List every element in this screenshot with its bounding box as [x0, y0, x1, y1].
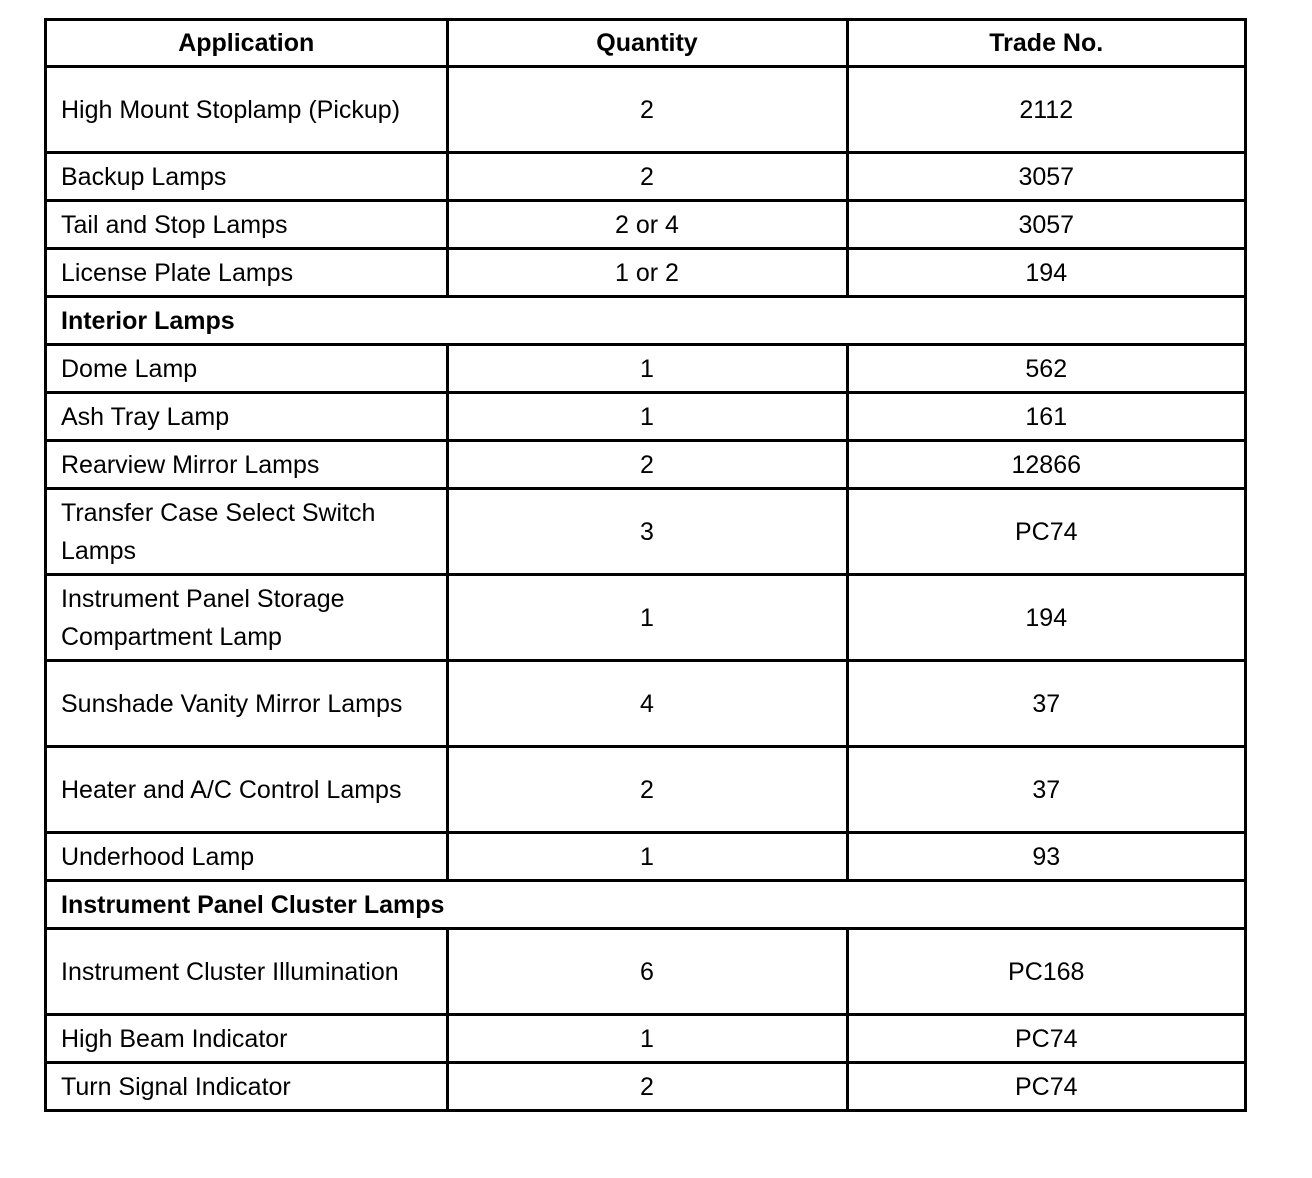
table-row	[47, 833, 1244, 881]
cell-quantity: 2	[447, 747, 847, 833]
header-row	[47, 21, 1244, 67]
cell-application: Ash Tray Lamp	[47, 393, 447, 441]
cell-trade-no: 93	[847, 833, 1244, 881]
section-header-row	[47, 881, 1244, 929]
cell-application: Tail and Stop Lamps	[47, 201, 447, 249]
cell-trade-no: 194	[847, 575, 1244, 661]
table-row	[47, 345, 1244, 393]
cell-quantity: 2	[447, 67, 847, 153]
cell-application: Rearview Mirror Lamps	[47, 441, 447, 489]
cell-quantity: 2	[447, 1063, 847, 1110]
section-header-row	[47, 297, 1244, 345]
header-application: Application	[47, 21, 447, 67]
table-row	[47, 575, 1244, 661]
cell-quantity: 4	[447, 661, 847, 747]
cell-application: High Mount Stoplamp (Pickup)	[47, 67, 447, 153]
cell-trade-no: 194	[847, 249, 1244, 297]
table-body	[47, 67, 1244, 1110]
table-row	[47, 929, 1244, 1015]
table-row	[47, 1063, 1244, 1110]
cell-application: Transfer Case Select Switch Lamps	[47, 489, 447, 575]
cell-quantity: 6	[447, 929, 847, 1015]
cell-trade-no: 2112	[847, 67, 1244, 153]
cell-application: License Plate Lamps	[47, 249, 447, 297]
cell-quantity: 2	[447, 153, 847, 201]
cell-application: Heater and A/C Control Lamps	[47, 747, 447, 833]
table-row	[47, 441, 1244, 489]
cell-quantity: 3	[447, 489, 847, 575]
table-row	[47, 393, 1244, 441]
section-header-label: Instrument Panel Cluster Lamps	[47, 881, 1244, 929]
cell-trade-no: PC74	[847, 489, 1244, 575]
table-row	[47, 661, 1244, 747]
section-header-label: Interior Lamps	[47, 297, 1244, 345]
cell-application: High Beam Indicator	[47, 1015, 447, 1063]
cell-trade-no: PC168	[847, 929, 1244, 1015]
cell-trade-no: 3057	[847, 153, 1244, 201]
cell-application: Backup Lamps	[47, 153, 447, 201]
header-trade-no: Trade No.	[847, 21, 1244, 67]
cell-trade-no: 12866	[847, 441, 1244, 489]
table-row	[47, 201, 1244, 249]
table-row	[47, 1015, 1244, 1063]
table-row	[47, 67, 1244, 153]
cell-quantity: 2 or 4	[447, 201, 847, 249]
table-row	[47, 747, 1244, 833]
cell-trade-no: PC74	[847, 1063, 1244, 1110]
lamp-specification-table-frame	[44, 18, 1247, 1112]
cell-quantity: 2	[447, 441, 847, 489]
cell-application: Instrument Cluster Illumination	[47, 929, 447, 1015]
table-row	[47, 489, 1244, 575]
cell-trade-no: 562	[847, 345, 1244, 393]
table-row	[47, 153, 1244, 201]
cell-trade-no: 161	[847, 393, 1244, 441]
cell-quantity: 1 or 2	[447, 249, 847, 297]
cell-trade-no: 3057	[847, 201, 1244, 249]
header-quantity: Quantity	[447, 21, 847, 67]
cell-application: Dome Lamp	[47, 345, 447, 393]
cell-application: Turn Signal Indicator	[47, 1063, 447, 1110]
cell-quantity: 1	[447, 1015, 847, 1063]
cell-trade-no: PC74	[847, 1015, 1244, 1063]
cell-application: Sunshade Vanity Mirror Lamps	[47, 661, 447, 747]
table-row	[47, 249, 1244, 297]
cell-trade-no: 37	[847, 747, 1244, 833]
cell-application: Underhood Lamp	[47, 833, 447, 881]
cell-application: Instrument Panel Storage Compartment Lamp	[47, 575, 447, 661]
cell-trade-no: 37	[847, 661, 1244, 747]
cell-quantity: 1	[447, 393, 847, 441]
cell-quantity: 1	[447, 575, 847, 661]
lamp-specification-table	[47, 21, 1244, 1109]
cell-quantity: 1	[447, 345, 847, 393]
cell-quantity: 1	[447, 833, 847, 881]
